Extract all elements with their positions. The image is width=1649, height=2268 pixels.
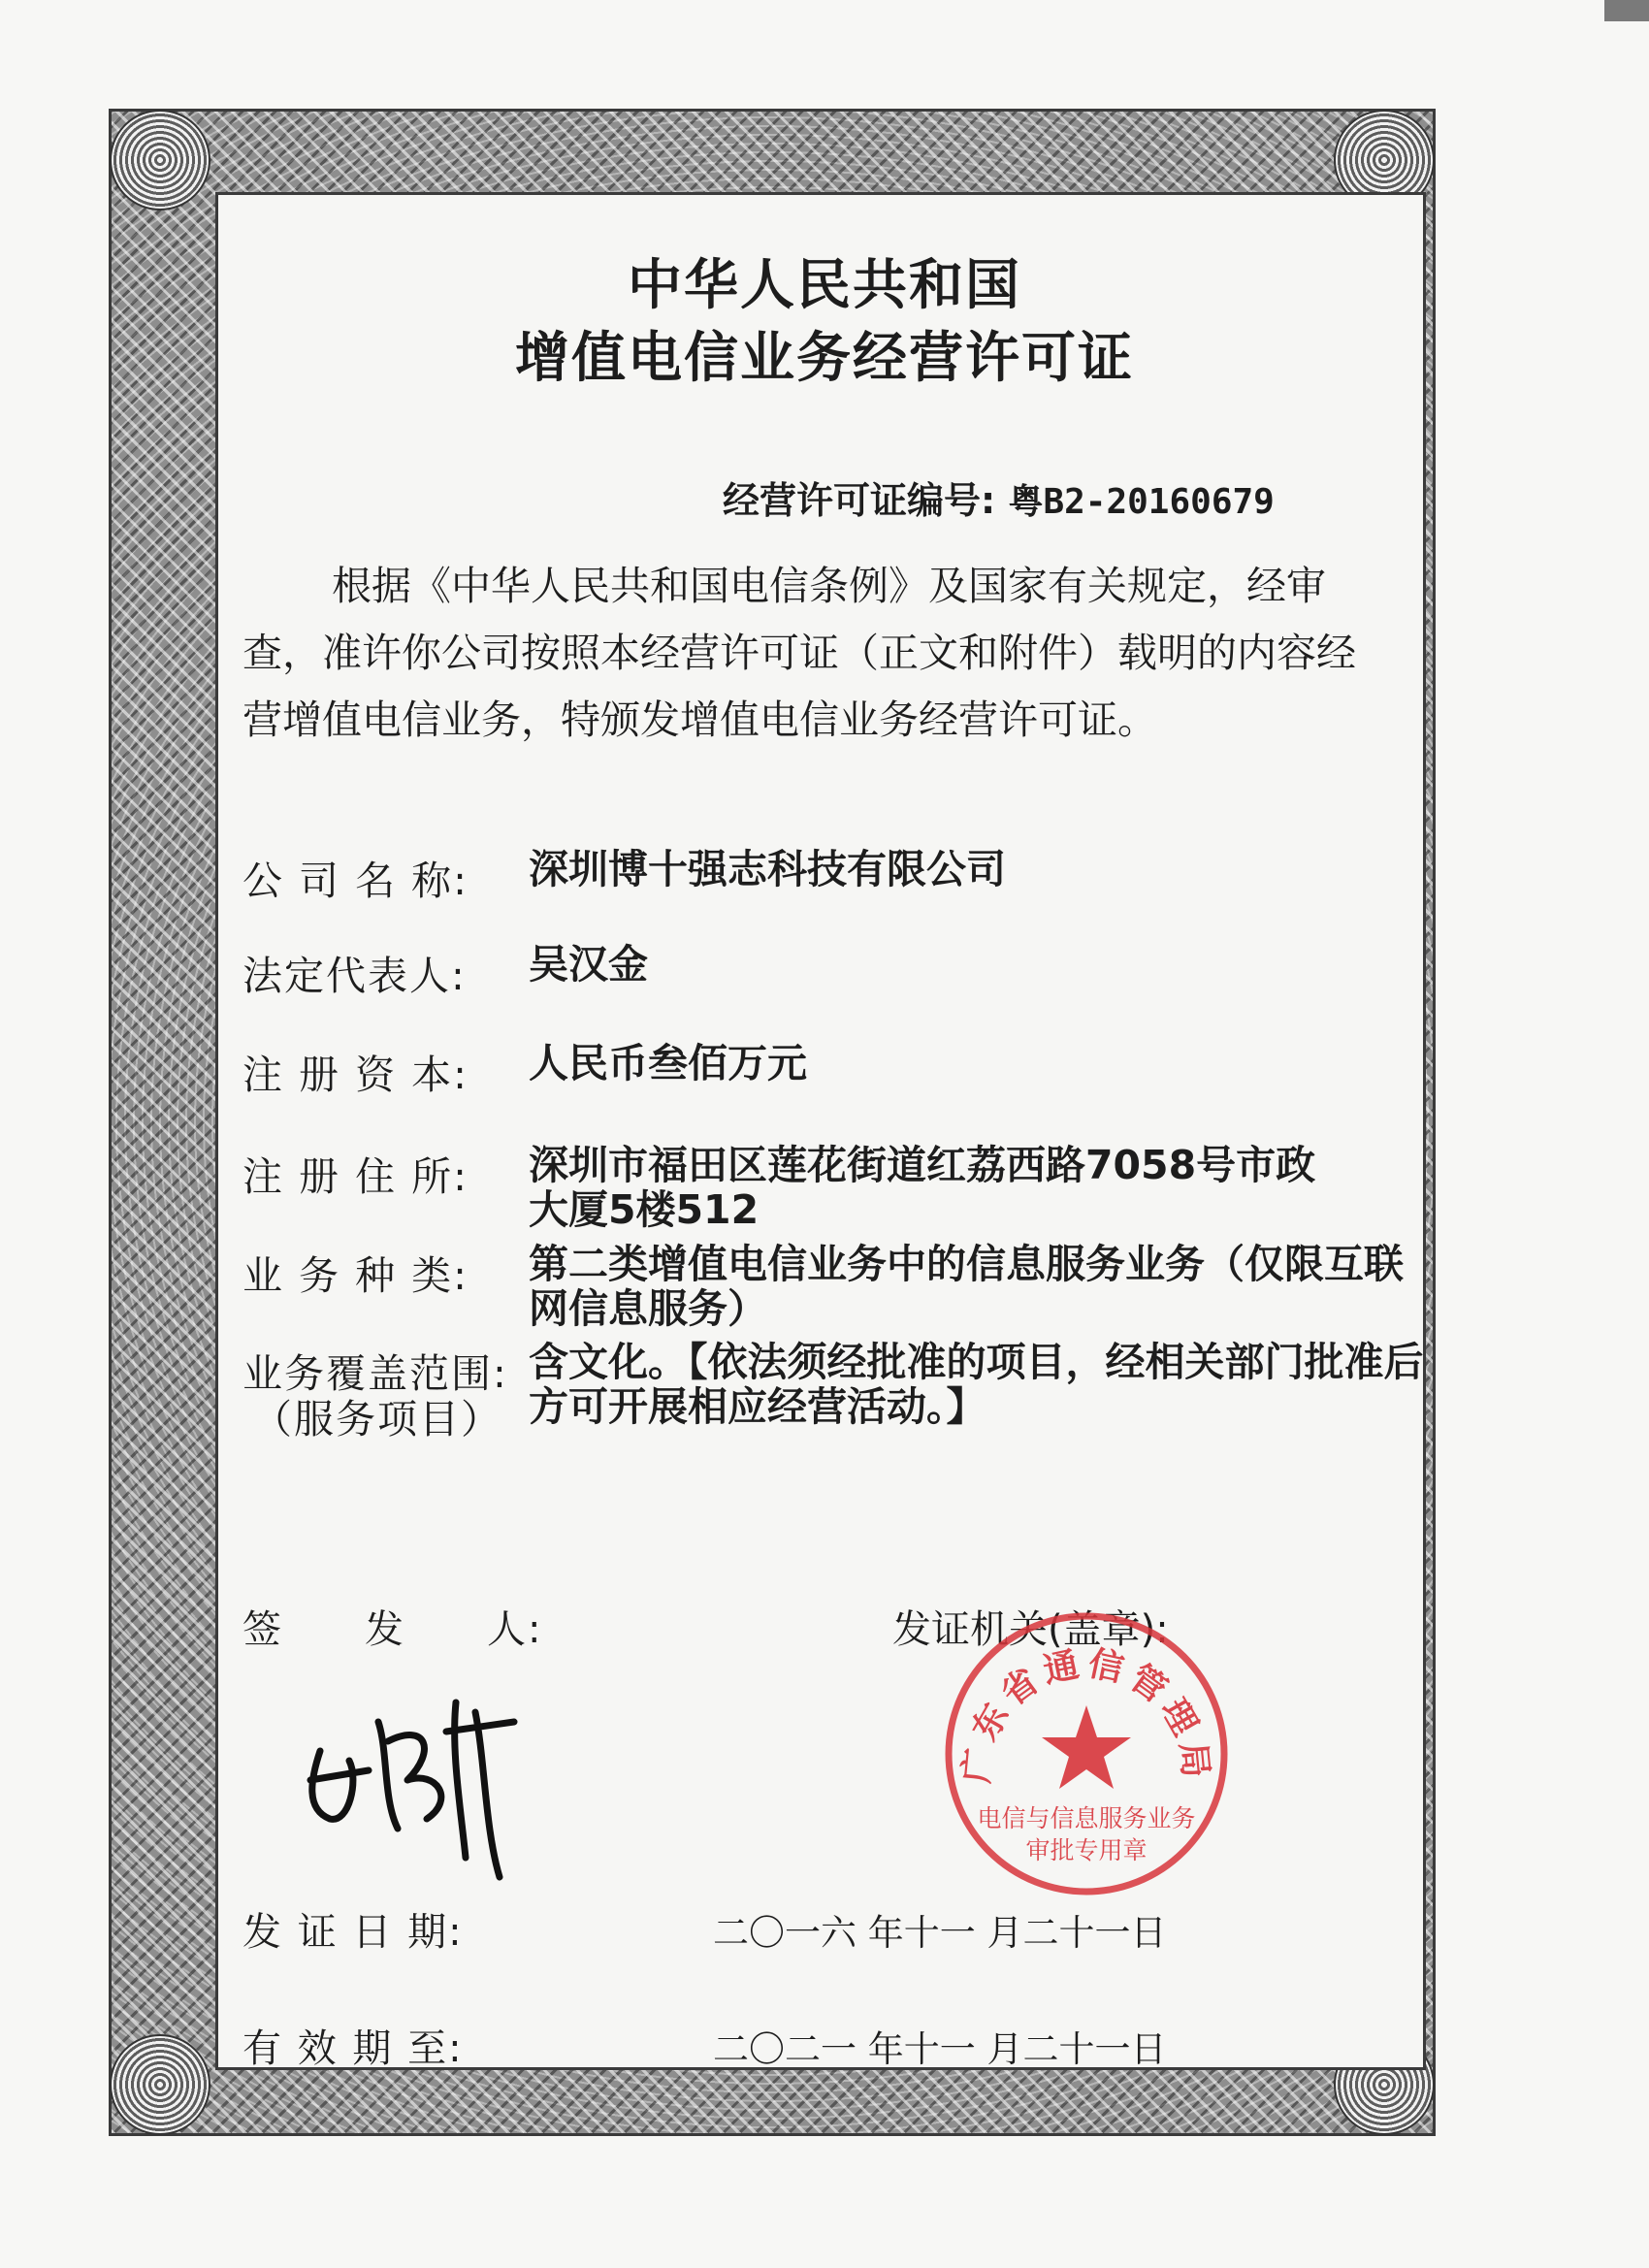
license-number [723, 470, 1275, 524]
business-type-value: 第二类增值电信业务中的信息服务业务（仅限互联网信息服务） [529, 1241, 1404, 1332]
company-value: 深圳博十强志科技有限公司 [529, 846, 1006, 892]
issue-date-value: 二〇一六 年十一 月二十一日 [713, 1912, 1167, 1954]
expiry-date-value: 二〇二一 年十一 月二十一日 [713, 2028, 1167, 2070]
official-seal [941, 1608, 1232, 1899]
seal-star-icon [1042, 1705, 1131, 1789]
preamble [242, 553, 1358, 754]
signature [291, 1664, 543, 1887]
business-type-label: 业 务 种 类: [242, 1252, 469, 1299]
scope-label: 业务覆盖范围: [242, 1350, 508, 1397]
scope-sublabel: （服务项目） [252, 1396, 502, 1442]
address-label: 注 册 住 所: [242, 1153, 469, 1200]
scope-value: 含文化。【依法须经批准的项目，经相关部门批准后方可开展相应经营活动。】 [529, 1339, 1424, 1430]
license-number-value: 粤B2-20160679 [1008, 482, 1275, 522]
issuer-label: 发证机关(盖章): [892, 1607, 1169, 1652]
legal-rep-label: 法定代表人: [242, 953, 467, 999]
preamble-text: 根据《中华人民共和国电信条例》及国家有关规定，经审查，准许你公司按照本经营许可证（正文和附件）载明的内容经营增值电信业务，特颁发增值电信业务经营许可证。 [242, 563, 1356, 743]
address-value: 深圳市福田区莲花街道红荔西路7058号市政大厦5楼512 [529, 1142, 1316, 1233]
issue-date-label: 发 证 日 期: [242, 1910, 464, 1955]
capital-value: 人民币叁佰万元 [529, 1040, 807, 1086]
seal-inner-line-2: 审批专用章 [1025, 1836, 1148, 1864]
license-number-label: 经营许可证编号: [723, 479, 996, 522]
company-label: 公 司 名 称: [242, 858, 469, 904]
seal-inner-line-1: 电信与信息服务业务 [977, 1804, 1196, 1832]
signer-label: 签 发 人: [242, 1607, 543, 1652]
title-line-1: 中华人民共和国 [628, 254, 1021, 317]
title-line-2: 增值电信业务经营许可证 [515, 327, 1134, 390]
expiry-date-label: 有 效 期 至: [242, 2026, 464, 2071]
seal-outer-text: 广东省通信管理局 [956, 1643, 1216, 1786]
capital-label: 注 册 资 本: [242, 1052, 469, 1098]
legal-rep-value: 吴汉金 [529, 941, 648, 988]
